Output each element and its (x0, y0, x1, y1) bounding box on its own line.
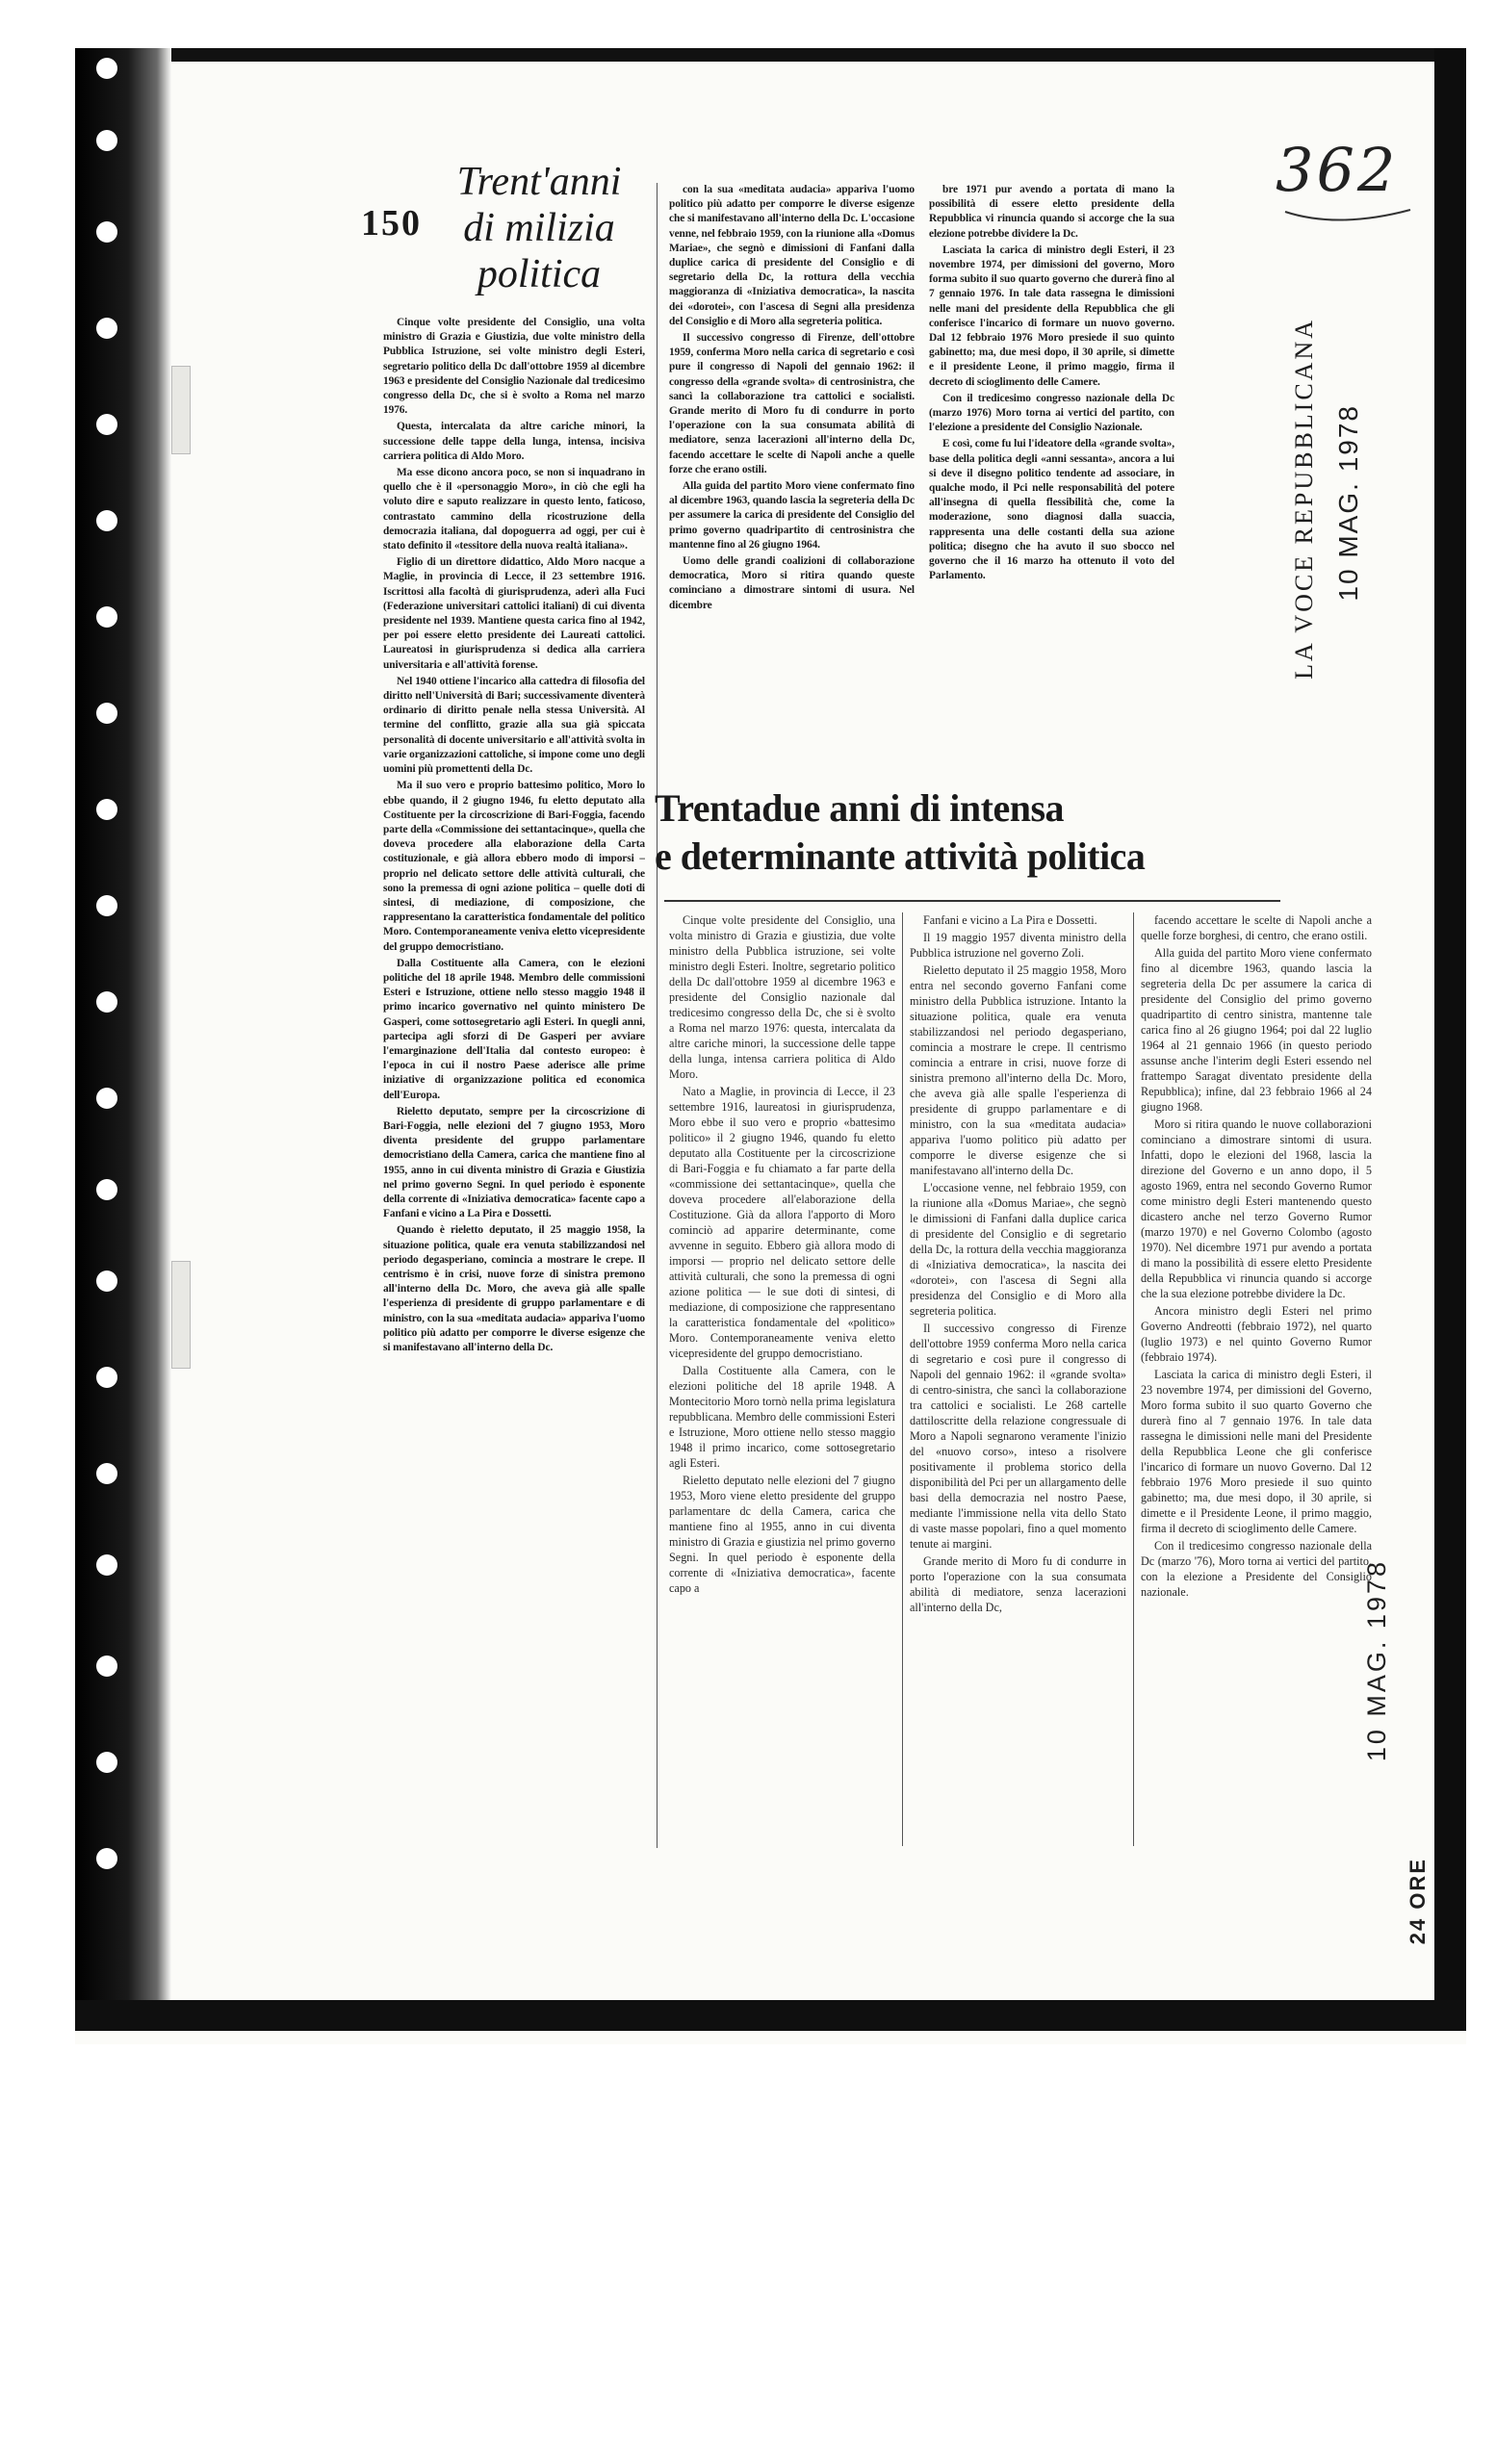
paragraph: Moro si ritira quando le nuove collaborazioni cominciano a dimostrare sintomi di usura. Infatti, dopo le elezioni del 1968, lascia la direzione del Governo e un anno dopo, il 5 agosto 1969, entra nel secondo Governo Rumor come ministro degli Esteri mantenendo questo dicastero anche nel terzo Governo Rumor (marzo 1970) e nel Governo Colombo (agosto 1970). Nel dicembre 1971 pur avendo a portata di mano la possibilità di essere eletto Presidente della Repubblica vi rinuncia quando si accorge che la sua elezione potrebbe dividere la Dc. (1141, 1117, 1372, 1300)
punch-hole-icon (96, 895, 117, 916)
punch-hole-icon (96, 1656, 117, 1677)
punch-hole-icon (96, 1463, 117, 1484)
paragraph: Nel 1940 ottiene l'incarico alla cattedra di filosofia del diritto nell'Università di Bari; successivamente diventerà ordinario di diritto penale nella stessa Università. Al termine del conflitto, grazie alla sua già spiccata personalità di docente universitario e all'attività svolta in varie organizzazioni cattoliche, si impone come uno degli uomini più promettenti della Dc. (383, 675, 645, 776)
article1-headline-line: Trent'anni (456, 160, 622, 204)
punch-hole-icon (96, 414, 117, 435)
punch-hole-icon (96, 130, 117, 151)
punch-hole-icon (96, 58, 117, 79)
paragraph: Nato a Maglie, in provincia di Lecce, il 23 settembre 1916, laureatosi in giurisprudenza, Moro ebbe il suo vero e proprio «battesimo politico» il 2 giugno 1946, quando fu eletto deputato alla Costituente per la circoscrizione di Bari-Foggia e fu chiamato a far parte della «commissione dei settantacinque», quella che doveva procedere all'elaborazione della Costituzione. Già da allora l'apporto di Moro cominciò ad apparire determinante, come avvenne in seguito. Ebbero già allora modo di imporsi — proprio nel delicato settore delle attività culturali, che sono la premessa di ogni azione politica — le sue doti di sintesi, di mediazione, di composizione che rappresentano la caratteristica fondamentale del «politico» Moro. Contemporaneamente veniva eletto vicepresidente del gruppo democristiano. (669, 1085, 895, 1360)
clip-edge (171, 366, 191, 454)
column-divider (902, 912, 903, 1846)
paragraph: Con il tredicesimo congresso nazionale della Dc (marzo '76), Moro torna ai vertici del partito, con la elezione a Presidente del Consiglio nazionale. (1141, 1539, 1372, 1599)
paragraph: facendo accettare le scelte di Napoli anche a quelle forze borghesi, di centro, che erano ostili. (1141, 913, 1372, 942)
paragraph: Questa, intercalata da altre cariche minori, la successione delle tappe della lunga, intensa, incisiva carriera politica di Aldo Moro. (383, 421, 645, 462)
scan-right-border (1434, 48, 1466, 2031)
paragraph: Lasciata la carica di ministro degli Esteri, il 23 novembre 1974, per dimissioni del Governo, Moro forma subito il suo quarto Governo che durerà fino al 7 gennaio 1976. In tale data rassegna le dimissioni nelle mani del Presidente della Repubblica Leone che gli conferisce l'incarico di formare un nuovo Governo. Dal 12 febbraio 1976 Moro presiede il suo quinto gabinetto; ma, due mesi dopo, il 30 aprile, si dimette e il Presidente Leone, il primo maggio, firma il decreto di scioglimento delle Camere. (1141, 1368, 1372, 1535)
article2-headline-line: Trentadue anni di intensa (655, 786, 1065, 830)
punch-hole-icon (96, 221, 117, 243)
article2-headline (655, 784, 1309, 881)
paragraph: Ma il suo vero e proprio battesimo politico, Moro lo ebbe quando, il 2 giugno 1946, fu eletto deputato alla Costituente per la circoscrizione di Bari-Foggia, facendo parte della «Commissione dei settantacinque», quella che doveva procedere alla elaborazione della Carta costituzionale, e già allora ebbero modo di imporsi – proprio nel delicato settore delle attività culturali, che sono la premessa di ogni azione politica – quelle doti di sintesi, di mediazione, di composizione, che rappresentano la caratteristica fondamentale del politico Moro. Contemporaneamente veniva eletto vicepresidente del gruppo democristiano. (383, 780, 645, 953)
handwritten-underline-icon (1280, 192, 1415, 231)
paragraph: Rieletto deputato nelle elezioni del 7 giugno 1953, Moro viene eletto presidente del gruppo parlamentare dc della Camera, carica che mantiene fino al 1955, anno in cui diventa ministro di Grazia e giustizia nel primo governo Segni. In quel periodo è esponente della corrente di «Iniziativa democratica», facente capo a (669, 1474, 895, 1595)
article1-column-1 (383, 316, 645, 1846)
punch-hole-icon (96, 1554, 117, 1576)
archive-number: 362 (1276, 135, 1399, 205)
paragraph: Rieletto deputato il 25 maggio 1958, Moro entra nel secondo governo Fanfani come ministro della Pubblica istruzione. Intanto la situazione politica, quale era venuta stabilizzandosi nel periodo degasperiano, comincia a mostrare le crepe. Il centrismo comincia a entrare in crisi, nuove forze di sinistra premono all'interno della Dc. Moro, che aveva già alle spalle l'esperienza di presidente di gruppo parlamentare e di ministro, con la sua «meditata audacia» appariva l'uomo politico più adatto per comporre le diverse esigenze che si manifestavano all'interno della Dc. (910, 963, 1126, 1177)
paragraph: Cinque volte presidente del Consiglio, una volta ministro di Grazia e Giustizia, due volte ministro della Pubblica Istruzione, sei volte ministro degli Esteri, segretario politico della Dc dall'ottobre 1959 al dicembre 1963 e presidente del Consiglio Nazionale dal tredicesimo congresso della Dc, che si è svolto a Roma nel marzo 1976. (383, 317, 645, 417)
article2-column-2 (910, 912, 1126, 1846)
article1-headline (433, 159, 645, 297)
punch-hole-icon (96, 1367, 117, 1388)
headline-rule (664, 900, 1280, 902)
paragraph: L'occasione venne, nel febbraio 1959, con la riunione alla «Domus Mariae», che segnò le dimissioni di Fanfani dalla duplice carica di presidente del Consiglio e di segretario della Dc, la rottura della vecchia maggioranza di «Iniziativa democratica», la nascita dei «dorotei», con l'ascesa di Segni alla presidenza del Consiglio e di Moro alla segreteria politica. (910, 1181, 1126, 1318)
paragraph: Dalla Costituente alla Camera, con le elezioni politiche del 18 aprile 1948. Membro delle commissioni Esteri e Istruzione, ottiene nello stesso maggio 1948 il primo incarico governativo nel quinto ministero De Gasperi, come sottosegretario agli Esteri. In quegli anni, partecipa agli sforzi di De Gasperi per avviare l'emarginazione dell'Italia dal contesto europeo: è l'epoca in cui il nostro Paese aderisce alle prime iniziative di organizzazione politica ed economica dell'Europa. (383, 957, 645, 1101)
punch-hole-icon (96, 799, 117, 820)
paragraph: Fanfani e vicino a La Pira e Dossetti. (923, 913, 1097, 927)
paragraph: con la sua «meditata audacia» appariva l'uomo politico più adatto per comporre le diverse esigenze che si manifestavano all'interno della Dc. L'occasione venne, nel febbraio 1959, con la riunione alla «Domus Mariae», che segnò e dimissioni di Fanfani dalla duplice carica di presidente del Consiglio e di segretario della Dc, la rottura della vecchia maggioranza di «Iniziativa democratica», la nascita dei «dorotei», con l'ascesa di Segni alla presidenza del Consiglio e di Moro alla segreteria politica. (669, 184, 915, 327)
paragraph: Quando è rieletto deputato, il 25 maggio 1958, la situazione politica, quale era venuta stabilizzandosi nel periodo degasperiano, comincia a mostrare le crepe. Il centrismo è in crisi, nuove forze di sinistra premono all'interno della Dc. Moro, che aveva già alle spalle l'esperienza di presidente di gruppo parlamentare e di ministro, con la sua «meditata audacia» appariva l'uomo politico più adatto per comporre le diverse esigenze che si manifestavano all'interno della Dc. (383, 1224, 645, 1354)
punch-hole-icon (96, 1752, 117, 1773)
punch-hole-icon (96, 703, 117, 724)
article2-headline-line: e determinante attività politica (655, 834, 1146, 878)
paragraph: Il 19 maggio 1957 diventa ministro della Pubblica istruzione nel governo Zoli. (910, 931, 1126, 960)
article2-column-3 (1141, 912, 1372, 1846)
punch-hole-icon (96, 510, 117, 531)
article1-column-3 (929, 183, 1174, 770)
column-divider (657, 183, 658, 1848)
paragraph: Alla guida del partito Moro viene confermato fino al dicembre 1963, quando lascia la segreteria della Dc per assumere la carica di presidente del Consiglio del primo governo quadripartito di centro sinistra, mantenne tale carica fino al 26 giugno 1964; poi dal 22 luglio 1964 al 21 gennaio 1966 (in questo periodo assunse anche l'interim degli Esteri essendo nel frattempo Saragat diventato presidente della Repubblica); infine, dal 23 febbraio 1966 al 24 giugno 1968. (1141, 946, 1372, 1114)
paragraph: Il successivo congresso di Firenze dell'ottobre 1959 conferma Moro nella carica di segretario e così pure il congresso di Napoli del gennaio 1962: il «grande svolta» di centro-sinistra, che sancì la collaborazione tra cattolici e socialisti. Le 268 cartelle dattiloscritte della relazione congressuale di Moro a Napoli segnarono veramente l'inizio del «nuovo corso», inteso a risolvere positivamente il problema storico della disponibilità del Pci per un allargamento delle basi della democrazia nel nostro Paese, mediante l'immissione nella vita dello Stato di vaste masse popolari, fino a quel momento tenute ai margini. (910, 1322, 1126, 1551)
article1-headline-line: politica (477, 252, 602, 296)
paragraph: Uomo delle grandi coalizioni di collaborazione democratica, Moro si ritira quando queste cominciano a dimostrare sintomi di usura. Nel dicembre (669, 555, 915, 611)
paragraph: Ma esse dicono ancora poco, se non si inquadrano in quello che è il «personaggio Moro», in ciò che egli ha voluto dire e saputo realizzare in questo lento, faticoso, contrastato cammino della ricostruzione della democrazia italiana, dal dopoguerra ad oggi, per cui è stato definito il «tessitore della nuova realtà italiana». (383, 467, 645, 552)
paragraph: Cinque volte presidente del Consiglio, una volta ministro di Grazia e giustizia, due volte ministro della Pubblica istruzione, sei volte ministro degli Esteri. Inoltre, segretario politico della Dc dall'ottobre 1959 al dicembre 1963 e presidente del Consiglio nazionale dal tredicesimo congresso della Dc, che si è svolto a Roma nel marzo 1976: questa, intercalata da altre cariche minori, la successione delle tappe della lunga, intensa carriera politica di Aldo Moro. (669, 913, 895, 1081)
clip-edge (171, 1261, 191, 1369)
source-stamp-voce-repubblicana: LA VOCE REPUBBLICANA (1290, 318, 1318, 680)
paragraph: Rieletto deputato, sempre per la circoscrizione di Bari-Foggia, nelle elezioni del 7 giugno 1953, Moro diventa presidente del gruppo parlamentare democristiano della Camera, carica che mantiene fino al 1955, anno in cui diventa ministro di Grazia e Giustizia nel primo governo Segni. In quel periodo è esponente della corrente di «Iniziativa democratica» facente capo a Fanfani e vicino a La Pira e Dossetti. (383, 1105, 645, 1220)
source-stamp-24-ore: 24 ORE (1406, 1858, 1430, 1945)
paragraph: Con il tredicesimo congresso nazionale della Dc (marzo 1976) Moro torna ai vertici del partito, con l'elezione a presidente del Consiglio Nazionale. (929, 392, 1174, 434)
paragraph: Il successivo congresso di Firenze, dell'ottobre 1959, conferma Moro nella carica di segretario e così pure il congresso di Napoli del gennaio 1962: il congresso della «grande svolta» di centrosinistra, che sancì la collaborazione tra cattolici e socialisti. Grande merito di Moro fu di condurre in porto l'operazione con la sua consumata abilità di mediatore, senza lacerazioni all'interno della Dc, facendo accettare le scelte di Napoli anche a quelle forze che erano ostili. (669, 332, 915, 475)
date-stamp-2: 10 MAG. 1978 (1362, 1559, 1391, 1762)
column-divider (1133, 912, 1134, 1846)
paragraph: Alla guida del partito Moro viene confermato fino al dicembre 1963, quando lascia la segreteria della Dc per assumere la carica di presidente del Consiglio del primo governo quadripartito di centrosinistra che mantenne fino al 26 giugno 1964. (669, 480, 915, 551)
punch-hole-icon (96, 1270, 117, 1292)
article1-column-2 (669, 183, 915, 772)
punch-hole-icon (96, 318, 117, 339)
paragraph: E così, come fu lui l'ideatore della «grande svolta», base della politica degli «anni sessanta», ancora a lui si deve il disegno politico tendente ad associare, in qualche modo, il Pci nelle responsabilità del potere all'insegna di quella flessibilità che, come la moderazione, sono diagnosi dalla suaccia, rappresenta una delle costanti della sua azione politica; disegno che ha avuto il suo sbocco nel governo che il 16 marzo ha ottenuto il voto del Parlamento. (929, 438, 1174, 582)
page-number: 150 (361, 203, 422, 244)
paragraph: Dalla Costituente alla Camera, con le elezioni politiche del 18 aprile 1948. A Montecitorio Moro tornò nella prima legislatura repubblicana. Membro delle commissioni Esteri e Istruzione, Moro ottiene nello stesso maggio 1948 il primo incarico, come sottosegretario agli Esteri. (669, 1364, 895, 1470)
article2-column-1 (669, 912, 895, 1846)
paragraph: Lasciata la carica di ministro degli Esteri, il 23 novembre 1974, per dimissioni del governo, Moro forma subito il suo quarto governo che durerà fino al 7 gennaio 1976. In tale data rassegna le dimissioni nelle mani del presidente della Repubblica che gli conferisce l'incarico di formare un nuovo governo. Dal 12 febbraio 1976 Moro presiede il suo quinto gabinetto; ma, due mesi dopo, il 30 aprile, si dimette e il presidente Leone, il primo maggio, firma il decreto di scioglimento delle Camere. (929, 244, 1174, 388)
paragraph: bre 1971 pur avendo a portata di mano la possibilità di essere eletto presidente della Repubblica vi rinuncia quando si accorge che la sua elezione potrebbe dividere la Dc. (929, 184, 1174, 240)
punch-hole-icon (96, 1088, 117, 1109)
punch-hole-icon (96, 606, 117, 628)
punch-hole-icon (96, 1179, 117, 1200)
paragraph: Figlio di un direttore didattico, Aldo Moro nacque a Maglie, in provincia di Lecce, il 23 settembre 1916. Iscrittosi alla facoltà di giurisprudenza, aderì alla Fuci (Federazione universitari cattolici italiani) di cui diventa presidente nel 1939. Mantiene questa carica fino al 1942, per poi essere eletto presidente dei Laureati cattolici. Laureatosi in giurisprudenza si dedica alla carriera universitaria e all'attività forense. (383, 556, 645, 671)
scan-left-border (75, 48, 171, 2031)
scan-bottom-border (75, 2000, 1466, 2031)
punch-hole-icon (96, 991, 117, 1013)
paragraph: Grande merito di Moro fu di condurre in porto l'operazione con la sua consumata abilità di mediatore, senza lacerazioni all'interno della Dc, (910, 1554, 1126, 1614)
article1-headline-line: di milizia (463, 206, 615, 250)
paragraph: Ancora ministro degli Esteri nel primo Governo Andreotti (febbraio 1972), nel quarto (luglio 1973) e nel quinto Governo Rumor (febbraio 1974). (1141, 1304, 1372, 1364)
punch-hole-icon (96, 1848, 117, 1869)
date-stamp-1: 10 MAG. 1978 (1333, 404, 1363, 602)
